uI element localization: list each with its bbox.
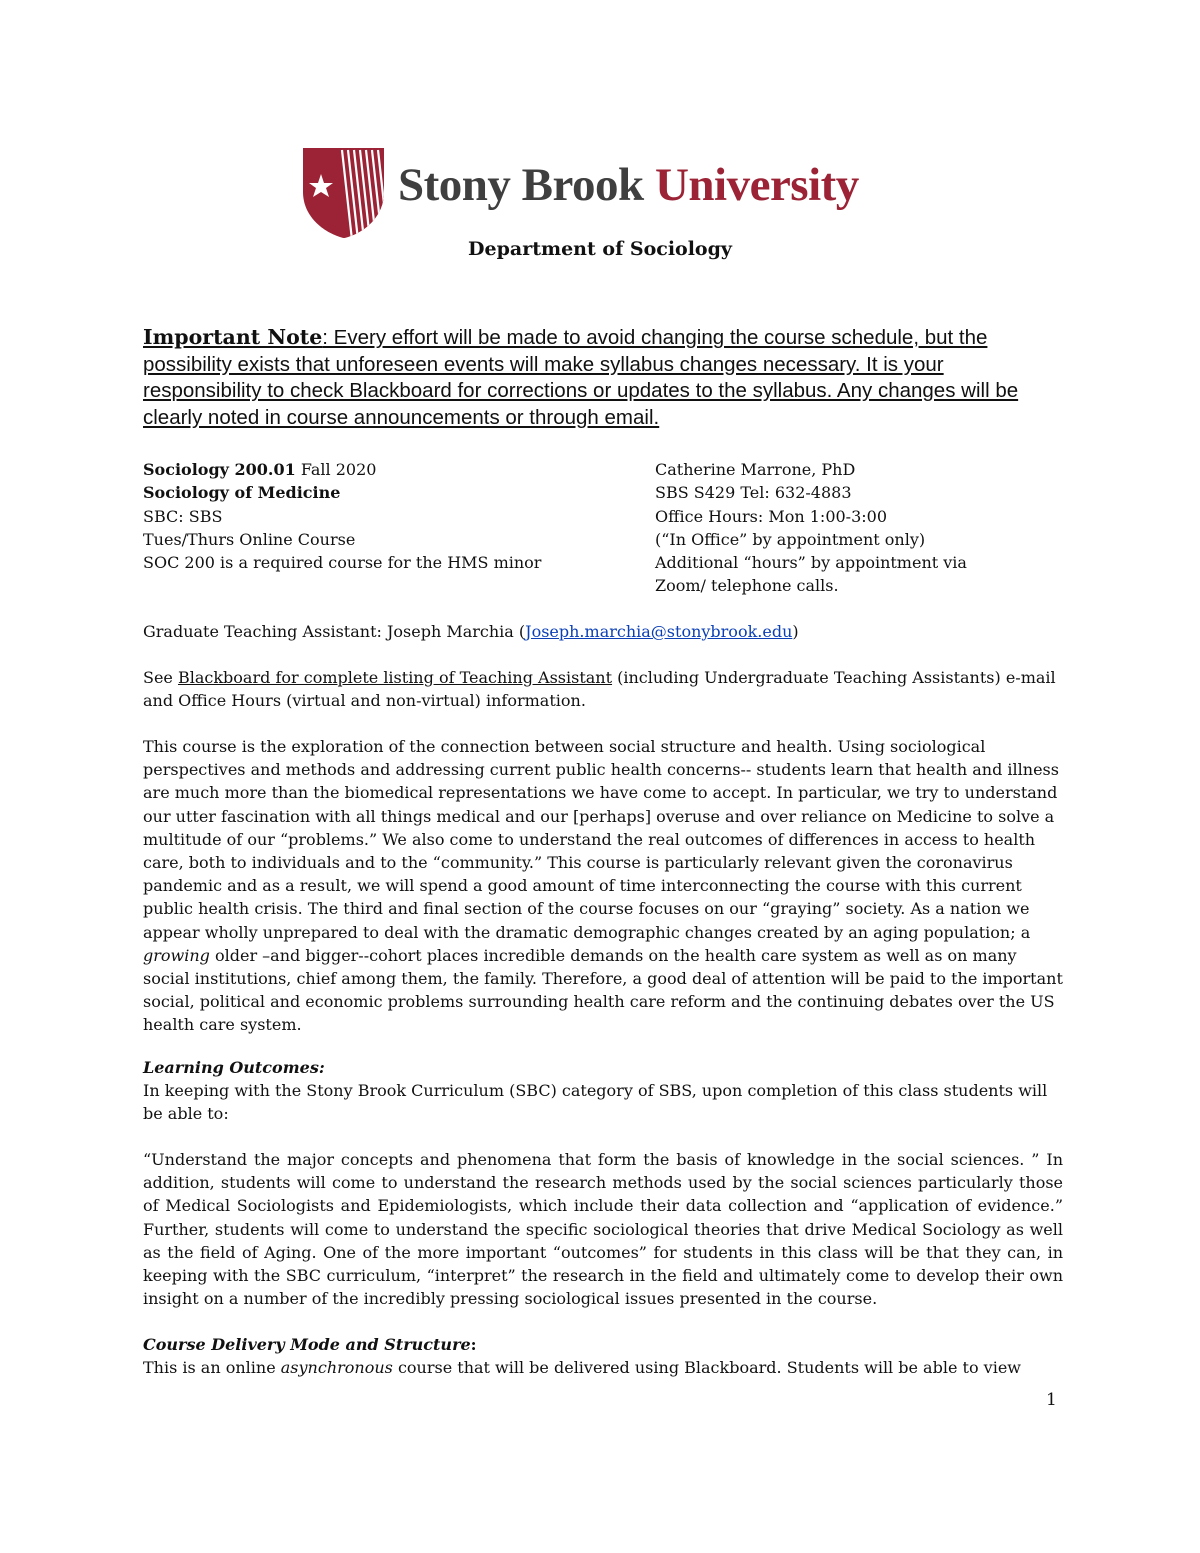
course-sbc: SBC: SBS xyxy=(143,506,223,526)
instructor-hours-note: (“In Office” by appointment only) xyxy=(655,529,926,549)
delivery-emphasis: asynchronous xyxy=(280,1358,393,1377)
course-term: Fall 2020 xyxy=(295,460,377,479)
blackboard-info xyxy=(143,666,1063,712)
blackboard-prefix: See xyxy=(143,668,178,687)
instructor-office: SBS S429 Tel: 632-4883 xyxy=(655,483,852,503)
course-info xyxy=(143,458,623,574)
university-logo xyxy=(300,140,870,240)
wordmark-stony-brook: Stony Brook xyxy=(398,159,644,211)
important-note xyxy=(143,324,1063,431)
ta-email-link[interactable]: Joseph.marchia@stonybrook.edu xyxy=(525,622,793,641)
wordmark-university: University xyxy=(654,159,859,211)
instructor-name: Catherine Marrone, PhD xyxy=(655,460,856,479)
course-delivery-colon: : xyxy=(470,1335,477,1354)
teaching-assistant xyxy=(143,620,1063,643)
learning-outcomes-intro: In keeping with the Stony Brook Curriculum (SBC) category of SBS, upon completion of this class students will be able to: xyxy=(143,1081,1048,1124)
course-delivery-text xyxy=(143,1356,1063,1379)
important-note-label: Important Note xyxy=(143,325,323,349)
instructor-extra-hours-2: Zoom/ telephone calls. xyxy=(655,576,839,596)
instructor-extra-hours-1: Additional “hours” by appointment via xyxy=(655,553,967,573)
course-delivery-title: Course Delivery Mode and Structure xyxy=(143,1335,471,1354)
course-number: Sociology 200.01 xyxy=(143,460,296,479)
learning-outcomes-title: Learning Outcomes: xyxy=(143,1058,325,1077)
instructor-info xyxy=(655,458,1075,598)
department-title: Department of Sociology xyxy=(468,238,732,260)
blackboard-suffix: (including Undergraduate Teaching Assistants) e-mail and Office Hours (virtual and non-virtual) information. xyxy=(143,668,1056,711)
university-shield-icon xyxy=(300,140,390,240)
university-wordmark xyxy=(398,158,859,212)
course-title: Sociology of Medicine xyxy=(143,483,341,503)
course-schedule: Tues/Thurs Online Course xyxy=(143,529,356,549)
description-part1: This course is the exploration of the connection between social structure and health. Using sociological perspectives and methods and addressing current public health concerns-- students learn that health and illness are much more than the biomedical representations we have come to accept. In particular, we try to understand our utter fascination with all things medical and our [perhaps] overuse and over reliance on Medicine to solve a multitude of our “problems.” We also come to understand the real outcomes of differences in access to health care, both to individuals and to the “community.” This course is particularly relevant given the coronavirus pandemic and as a result, we will spend a good amount of time interconnecting the course with this current public health crisis. The third and final section of the course focuses on our “graying” society. As a nation we appear wholly unprepared to deal with the dramatic demographic changes created by an aging population; a xyxy=(143,737,1059,942)
learning-outcomes-body: “Understand the major concepts and phenomena that form the basis of knowledge in the social sciences. ” In addition, students will come to understand the research methods used by the social sciences particularly those of Medical Sociologists and Epidemiologists, which include their data collection and “application of evidence.” Further, students will come to understand the specific sociological theories that drive Medical Sociology as well as the field of Aging. One of the more important “outcomes” for students in this class will be that they can, in keeping with the SBC curriculum, “interpret” the research in the field and ultimately come to develop their own insight on a number of the incredibly pressing sociological issues presented in the course. xyxy=(143,1150,1063,1309)
ta-suffix: ) xyxy=(792,622,799,641)
course-requirement: SOC 200 is a required course for the HMS minor xyxy=(143,553,542,573)
description-part2: older –and bigger--cohort places incredible demands on the health care system as well as on many social institutions, chief among them, the family. Therefore, a good deal of attention will be paid to the important social, political and economic problems surrounding health care reform and the continuing debates over the US health care system. xyxy=(143,945,1063,1035)
page-number: 1 xyxy=(1046,1390,1057,1410)
ta-prefix: Graduate Teaching Assistant: Joseph Marchia ( xyxy=(143,622,526,641)
delivery-prefix: This is an online xyxy=(143,1358,281,1377)
course-description xyxy=(143,735,1063,1037)
course-delivery-heading xyxy=(143,1333,1063,1356)
instructor-hours: Office Hours: Mon 1:00-3:00 xyxy=(655,506,888,526)
blackboard-link[interactable]: Blackboard for complete listing of Teaching Assistant xyxy=(177,668,613,687)
important-note-text: : Every effort will be made to avoid changing the course schedule, but the possibility exists that unforeseen events will make syllabus changes necessary. It is your responsibility to check Blackboard for corrections or updates to the syllabus. Any changes will be clearly noted in course announcements or through email. xyxy=(143,326,1019,429)
delivery-suffix: course that will be delivered using Blackboard. Students will be able to view xyxy=(392,1358,1021,1377)
learning-outcomes-heading xyxy=(143,1056,1063,1079)
description-emphasis: growing xyxy=(143,945,210,965)
